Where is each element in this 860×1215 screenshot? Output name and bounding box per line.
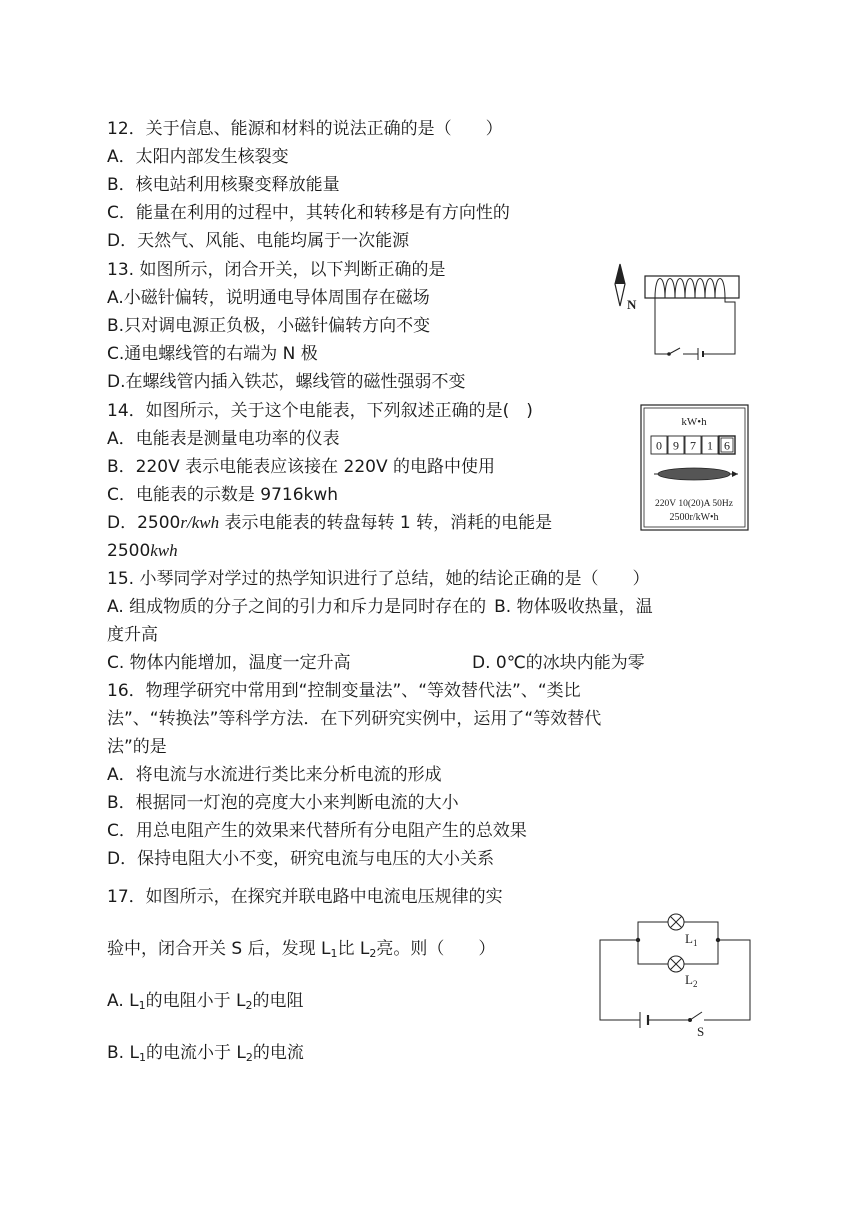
meter-digit: 0 [656,438,662,453]
lamp-l2-label: L [685,972,693,987]
q14-option-c: C．电能表的示数是 9716kwh [107,485,339,505]
q16-option-c: C．用总电阻产生的效果来代替所有分电阻产生的总效果 [107,821,527,841]
meter-digit: 6 [724,438,730,453]
q17-stem-line2: 验中，闭合开关 S 后，发现 $L_1$比 $L_2$亮。则（ ） [107,939,496,960]
q15-options-ab: A. 组成物质的分子之间的引力和斥力是同时存在的 B. 物体吸收热量，温 [107,597,653,617]
q15-option-d: D. 0℃的冰块内能为零 [472,653,645,673]
q12-option-b: B．核电站利用核聚变释放能量 [107,175,340,195]
q12-option-d: D．天然气、风能、电能均属于一次能源 [107,231,410,251]
q15-option-c: C. 物体内能增加，温度一定升高 [107,653,351,673]
q12-stem: 12．关于信息、能源和材料的说法正确的是（ ） [107,119,503,139]
q16-stem-line2: 法”、“转换法”等科学方法．在下列研究实例中，运用了“等效替代 [107,709,602,729]
q13-stem: 13. 如图所示，闭合开关，以下判断正确的是 [107,260,446,280]
q14-option-b: B．220V 表示电能表应该接在 220V 的电路中使用 [107,457,496,477]
q13-option-a: A.小磁针偏转，说明通电导体周围存在磁场 [107,288,430,308]
q14-option-d: D．2500r/kwh 表示电能表的转盘每转 1 转，消耗的电能是 [107,513,553,533]
meter-constant-label: 2500r/kW•h [669,512,719,523]
lamp-l1-subscript: 1 [692,938,698,948]
solenoid-circuit-figure [610,262,750,362]
meter-disc-icon [658,468,730,480]
q14-stem: 14．如图所示，关于这个电能表，下列叙述正确的是( ) [107,401,533,421]
q16-option-a: A．将电流与水流进行类比来分析电流的形成 [107,765,442,785]
switch-icon [690,1012,702,1020]
q15-stem: 15. 小琴同学对学过的热学知识进行了总结，她的结论正确的是（ ） [107,569,650,589]
meter-rating-label: 220V 10(20)A 50Hz [655,499,733,509]
q14-option-d-cont: 2500kwh [107,541,178,561]
meter-unit-label: kW•h [681,416,707,428]
energy-meter-figure [640,404,750,532]
switch-s-label: S [697,1024,705,1039]
q14-option-a: A．电能表是测量电功率的仪表 [107,429,340,449]
q16-stem-line3: 法”的是 [107,737,167,757]
meter-digit-row [651,436,735,454]
meter-digit: 9 [673,438,679,453]
q16-stem-line1: 16．物理学研究中常用到“控制变量法”、“等效替代法”、“类比 [107,681,581,701]
q16-option-b: B．根据同一灯泡的亮度大小来判断电流的大小 [107,793,459,813]
q12-option-c: C．能量在利用的过程中，其转化和转移是有方向性的 [107,203,510,223]
q12-option-a: A．太阳内部发生核裂变 [107,147,289,167]
meter-digit: 1 [707,438,713,453]
q17-option-b: B. $L_1$的电流小于 $L_2$的电流 [107,1043,304,1064]
meter-digit: 7 [690,438,696,453]
lamp-l2-subscript: 2 [692,979,698,989]
svg-text:L2 [685,972,697,989]
svg-text:L1 [685,931,697,948]
q17-option-a: A. $L_1$的电阻小于 $L_2$的电阻 [107,991,304,1012]
q13-option-c: C.通电螺线管的右端为 N 极 [107,344,318,364]
q17-stem-line1: 17．如图所示，在探究并联电路中电流电压规律的实 [107,887,503,907]
parallel-circuit-figure [596,912,754,1040]
switch-icon [669,348,680,354]
needle-n-label: N [627,297,637,312]
lamp-l1-label: L [685,931,693,946]
q16-option-d: D．保持电阻大小不变，研究电流与电压的大小关系 [107,849,495,869]
q15-option-b-cont: 度升高 [107,625,158,645]
coil-windings [655,279,725,299]
q13-option-b: B.只对调电源正负极，小磁针偏转方向不变 [107,316,431,336]
q13-option-d: D.在螺线管内插入铁芯，螺线管的磁性强弱不变 [107,372,466,392]
